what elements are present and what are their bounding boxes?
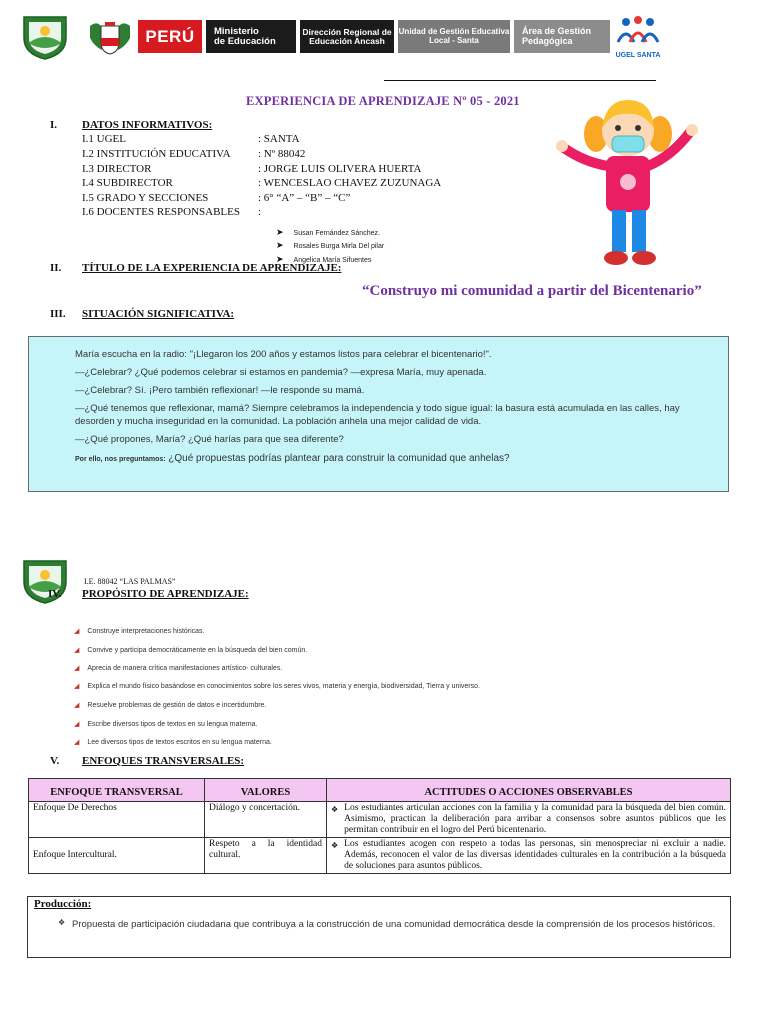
- proposito-item: ◢ Explica el mundo físico basándose en conocimientos sobre los seres vivos, materia y energía, biodiversidad, Tierra y universo.: [74, 682, 480, 690]
- arrow-bullet-icon: ➤: [276, 240, 284, 250]
- situacion-box: [28, 336, 729, 492]
- peru-coat-of-arms-icon: [88, 20, 132, 56]
- info-label-ugel: I.1 UGEL: [82, 133, 126, 145]
- table-row: [29, 802, 731, 838]
- experience-title-quote: “Construyo mi comunidad a partir del Bicentenario”: [362, 283, 702, 299]
- section-2-title: TÍTULO DE LA EXPERIENCIA DE APRENDIZAJE:: [82, 262, 342, 274]
- school-name-label: I.E. 88042 “LAS PALMAS”: [84, 577, 176, 586]
- table-row: [29, 838, 731, 874]
- cell-valor: Respeto a la identidad cultural.: [205, 838, 327, 874]
- bullet-icon: ◢: [74, 664, 80, 672]
- info-label-institucion: I.2 INSTITUCIÓN EDUCATIVA: [82, 148, 231, 160]
- bullet-icon: ◢: [74, 646, 80, 654]
- top-divider: [384, 80, 656, 81]
- section-2-number: II.: [50, 262, 62, 274]
- minedu-brand-box: Ministerio de Educación: [206, 20, 296, 53]
- situacion-question: Por ello, nos preguntamos: ¿Qué propuestas podrías plantear para construir la comunidad que anhelas?: [75, 453, 510, 464]
- proposito-item: ◢ Convive y participa democráticamente en la búsqueda del bien común.: [74, 646, 308, 654]
- col-header-valores: VALORES: [205, 779, 327, 802]
- section-3-number: III.: [50, 308, 66, 320]
- info-label-docentes: I.6 DOCENTES RESPONSABLES: [82, 206, 240, 218]
- cell-enfoque: Enfoque De Derechos: [29, 802, 205, 838]
- page-title: EXPERIENCIA DE APRENDIZAJE Nº 05 - 2021: [246, 94, 520, 108]
- section-4-number: IV.: [48, 588, 62, 600]
- proposito-item: ◢ Escribe diversos tipos de textos en su lengua materna.: [74, 720, 258, 728]
- bullet-icon: ◢: [74, 701, 80, 709]
- cell-valor: Diálogo y concertación.: [205, 802, 327, 838]
- girl-illustration: [556, 92, 700, 272]
- school-shield-logo: [20, 558, 70, 604]
- bullet-icon: ◢: [74, 682, 80, 690]
- situacion-paragraph: —¿Celebrar? Sí. ¡Pero también reflexionar! —le responde su mamá.: [75, 385, 365, 396]
- section-1-number: I.: [50, 119, 58, 131]
- table-header-row: [29, 779, 731, 802]
- ugel-santa-logo: [612, 16, 664, 60]
- area-gestion-brand-box: Área de Gestión Pedagógica: [514, 20, 610, 53]
- proposito-item: ◢ Construye interpretaciones históricas.: [74, 627, 205, 635]
- info-value-subdirector: : WENCESLAO CHAVEZ ZUZUNAGA: [258, 177, 442, 189]
- cell-enfoque: Enfoque Intercultural.: [29, 838, 205, 874]
- school-shield-logo: [20, 14, 70, 60]
- diamond-bullet-icon: ❖: [331, 841, 339, 850]
- enfoques-table: [28, 778, 731, 874]
- situacion-paragraph: —¿Qué tenemos que reflexionar, mamá? Siempre celebramos la independencia y todo sigue igual: la basura está acumulada en las calles, hay desorden y mucha inseguridad en la comunidad. La población anhela una mejor calidad de vida.: [75, 403, 680, 427]
- docente-list-item: ➤ Angelica María Sifuentes: [276, 254, 372, 264]
- produccion-text: Propuesta de participación ciudadana que contribuya a la construcción de una comunidad democrática desde la comprensión de los procesos históricos.: [72, 919, 716, 930]
- section-4-title: PROPÓSITO DE APRENDIZAJE:: [82, 588, 249, 600]
- situacion-paragraph: —¿Celebrar? ¿Qué podemos celebrar si estamos en pandemia? —expresa María, muy apenada.: [75, 367, 487, 378]
- cell-actitud: ❖ Los estudiantes acogen con respeto a todas las personas, sin menospreciar ni excluir a nadie. Además, reconocen el valor de las diversas identidades culturales en la contribución a la búsqueda de soluciones para asuntos públicos.: [327, 838, 731, 874]
- section-5-number: V.: [50, 755, 60, 767]
- dre-brand-box: Dirección Regional de Educación Ancash: [300, 20, 394, 53]
- info-value-grado: : 6° “A” – “B” – “C”: [258, 192, 351, 204]
- info-value-director: : JORGE LUIS OLIVERA HUERTA: [258, 163, 422, 175]
- people-icon: [612, 16, 664, 46]
- info-label-subdirector: I.4 SUBDIRECTOR: [82, 177, 173, 189]
- situacion-paragraph: María escucha en la radio: "¡Llegaron los 200 años y estamos listos para celebrar el bicentenario!".: [75, 349, 492, 360]
- bullet-icon: ◢: [74, 738, 80, 746]
- diamond-bullet-icon: ❖: [58, 918, 66, 927]
- info-value-ugel: : SANTA: [258, 133, 300, 145]
- cell-actitud: ❖ Los estudiantes articulan acciones con la familia y la comunidad para la búsqueda del bien común. Asimismo, practican la deliberación para arribar a consensos sobre asuntos públicos que les permitan contribuir en el logro del Perú bicentenario.: [327, 802, 731, 838]
- info-label-grado: I.5 GRADO Y SECCIONES: [82, 192, 209, 204]
- bullet-icon: ◢: [74, 627, 80, 635]
- proposito-item: ◢ Aprecia de manera crítica manifestaciones artístico- culturales.: [74, 664, 283, 672]
- proposito-item: ◢ Lee diversos tipos de textos escritos en su lengua materna.: [74, 738, 272, 746]
- proposito-item: ◢ Resuelve problemas de gestión de datos e incertidumbre.: [74, 701, 267, 709]
- section-3-title: SITUACIÓN SIGNIFICATIVA:: [82, 308, 235, 320]
- col-header-actitudes: ACTITUDES O ACCIONES OBSERVABLES: [327, 779, 731, 802]
- peru-brand-box: PERÚ: [138, 20, 202, 53]
- section-1-title: DATOS INFORMATIVOS:: [82, 119, 213, 131]
- situacion-paragraph: —¿Qué propones, María? ¿Qué harías para que sea diferente?: [75, 434, 344, 445]
- ugel-local-brand-box: Unidad de Gestión Educativa Local - Santa: [398, 20, 510, 53]
- info-value-institucion: : Nº 88042: [258, 148, 306, 160]
- arrow-bullet-icon: ➤: [276, 227, 284, 237]
- info-label-director: I.3 DIRECTOR: [82, 163, 152, 175]
- ugel-logo-text: UGEL SANTA: [615, 52, 661, 59]
- produccion-box: [27, 896, 731, 958]
- bullet-icon: ◢: [74, 720, 80, 728]
- diamond-bullet-icon: ❖: [331, 805, 339, 814]
- arrow-bullet-icon: ➤: [276, 254, 284, 264]
- section-5-title: ENFOQUES TRANSVERSALES:: [82, 755, 245, 767]
- docente-list-item: ➤ Rosales Burga Mirla Del pilar: [276, 240, 385, 250]
- info-value-docentes: :: [258, 206, 262, 218]
- docente-list-item: ➤ Susan Fernández Sánchez.: [276, 227, 380, 237]
- col-header-enfoque: ENFOQUE TRANSVERSAL: [29, 779, 205, 802]
- produccion-title: Producción:: [34, 898, 92, 910]
